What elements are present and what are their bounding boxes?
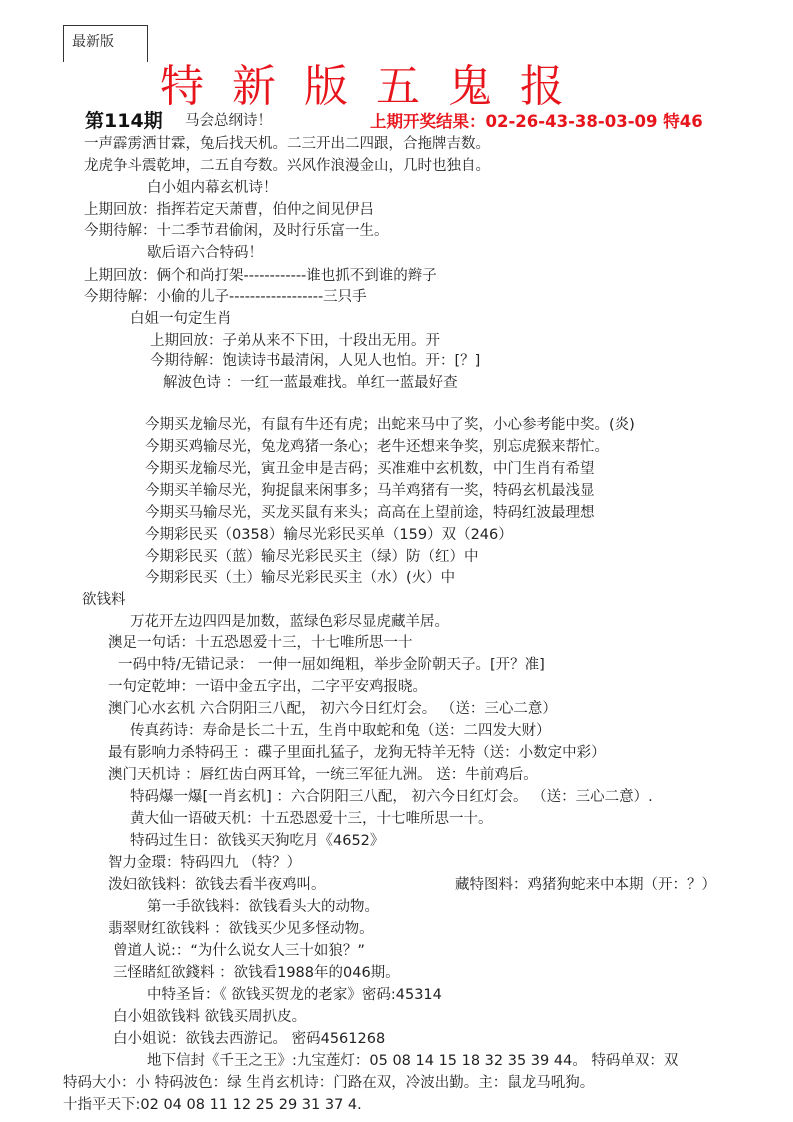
text-line: 今期待解：十二季节君偷闲，及时行乐富一生。	[84, 223, 389, 239]
section-heading: 欲钱料	[82, 592, 126, 608]
last-draw-result: 上期开奖结果：02-26-43-38-03-09 特46	[370, 112, 703, 131]
text-line: 白小姐欲钱料 欲钱买周扒皮。	[113, 1009, 307, 1025]
section-heading: 白姐一句定生肖	[130, 311, 232, 327]
text-line: 特码大小：小 特码波色：绿 生肖玄机诗：门路在双，冷波出勤。主：鼠龙马吼狗。	[63, 1075, 595, 1091]
text-line: 今期彩民买（0358）输尽光彩民买单（159）双（246）	[145, 527, 513, 543]
section-heading: 白小姐内幕玄机诗！	[147, 180, 278, 196]
text-line: 第一手欲钱料：欲钱看头大的动物。	[147, 899, 379, 915]
text-line: 上期回放：指挥若定天萧曹，伯仲之间见伊吕	[84, 202, 374, 218]
text-line: 藏特图料：鸡猪狗蛇来中本期（开：？）	[455, 877, 716, 893]
text-line: 解波色诗 ：一红一蓝最难找。单红一蓝最好查	[163, 375, 458, 391]
text-line: 一声霹雳洒甘霖，兔后找天机。二三开出二四跟，合拖牌吉数。	[84, 136, 490, 152]
text-line: 三怪睹紅欲錢料 ：欲钱看1988年的046期。	[113, 965, 400, 981]
text-line: 今期彩民买（土）输尽光彩民买主（水）(火）中	[145, 570, 456, 586]
text-line: 今期买龙输尽光，寅丑金申是吉码；买准难中玄机数，中门生肖有希望	[145, 461, 595, 477]
text-line: 一句定乾坤：一语中金五字出，二字平安鸡报晓。	[108, 679, 427, 695]
edition-badge-label: 最新版	[72, 34, 114, 50]
text-line: 智力金環：特码四九 （特？）	[108, 855, 302, 871]
edition-badge	[63, 25, 148, 62]
text-line: 曾道人说:：“为什么说女人三十如狼？”	[113, 943, 365, 959]
text-line: 黄大仙一语破天机：十五恐恩爱十三，十七唯所思一十。	[130, 811, 493, 827]
text-line: 今期买羊输尽光，狗捉鼠来闲事多；马羊鸡猪有一奖，特码玄机最浅显	[145, 483, 595, 499]
text-line: 白小姐说：欲钱去西游记。 密码4561268	[113, 1031, 386, 1047]
text-line: 一码中特/无错记录： 一伸一屈如绳粗，举步金阶朝天子。[开？准]	[118, 657, 545, 673]
text-line: 今期待解：小偷的儿子------------------三只手	[84, 289, 367, 305]
text-line: 传真药诗：寿命是长二十五，生肖中取蛇和兔（送：二四发大财）	[130, 723, 551, 739]
text-line: 今期彩民买（蓝）输尽光彩民买主（绿）防（红）中	[145, 549, 479, 565]
text-line: 最有影响力杀特码王 ：碟子里面扎猛子，龙狗无特羊无特（送：小数定中彩）	[108, 745, 606, 761]
text-line: 翡翠财红欲钱料 ：欲钱买少见多怪动物。	[108, 921, 374, 937]
text-line: 澳门心水玄机 六合阴阳三八配， 初六今日红灯会。 （送：三心二意）	[108, 701, 557, 717]
text-line: 中特圣旨：《 欲钱买贺龙的老家》密码:45314	[147, 987, 442, 1003]
text-line: 特码爆一爆[一肖玄机] ：六合阴阳三八配， 初六今日红灯会。 （送：三心二意）.	[130, 789, 653, 805]
text-line: 万花开左边四四是加数，蓝绿色彩尽显虎藏羊居。	[130, 614, 449, 630]
text-line: 今期买龙输尽光，有鼠有牛还有虎；出蛇来马中了奖，小心参考能中奖。(炎)	[145, 417, 635, 433]
section-heading: 歇后语六合特码！	[147, 245, 263, 261]
text-line: 澳门天机诗 ：唇红齿白两耳耸，一统三军征九洲。 送：牛前鸡后。	[108, 767, 538, 783]
section-heading: 马会总纲诗！	[185, 113, 272, 129]
text-line: 龙虎争斗震乾坤，二五自夸数。兴风作浪漫金山，几时也独自。	[84, 158, 490, 174]
text-line: 上期回放：俩个和尚打架------------谁也抓不到谁的辫子	[84, 268, 437, 284]
text-line: 十指平天下:02 04 08 11 12 25 29 31 37 4.	[63, 1097, 362, 1113]
text-line: 澳足一句话：十五恐恩爱十三，十七唯所思一十	[108, 635, 413, 651]
text-line: 泼妇欲钱料：欲钱去看半夜鸡叫。	[108, 877, 326, 893]
text-line: 今期买马输尽光，买龙买鼠有来头；高高在上望前途，特码红波最理想	[145, 505, 595, 521]
text-line: 上期回放：子弟从来不下田，十段出无用。开	[150, 333, 440, 349]
text-line: 今期买鸡输尽光，兔龙鸡猪一条心；老牛还想来争奖，别忘虎猴来帮忙。	[145, 439, 609, 455]
page-title: 特 新 版 五 鬼 报	[160, 61, 564, 112]
text-line: 特码过生日：欲钱买天狗吃月《4652》	[130, 833, 385, 849]
text-line: 今期待解：饱读诗书最清闲，人见人也怕。开：[？]	[150, 353, 481, 369]
issue-number: 第114期	[85, 110, 163, 132]
text-line: 地下信封《千王之王》:九宝莲灯：05 08 14 15 18 32 35 39 44。 特码单双：双	[147, 1053, 679, 1069]
